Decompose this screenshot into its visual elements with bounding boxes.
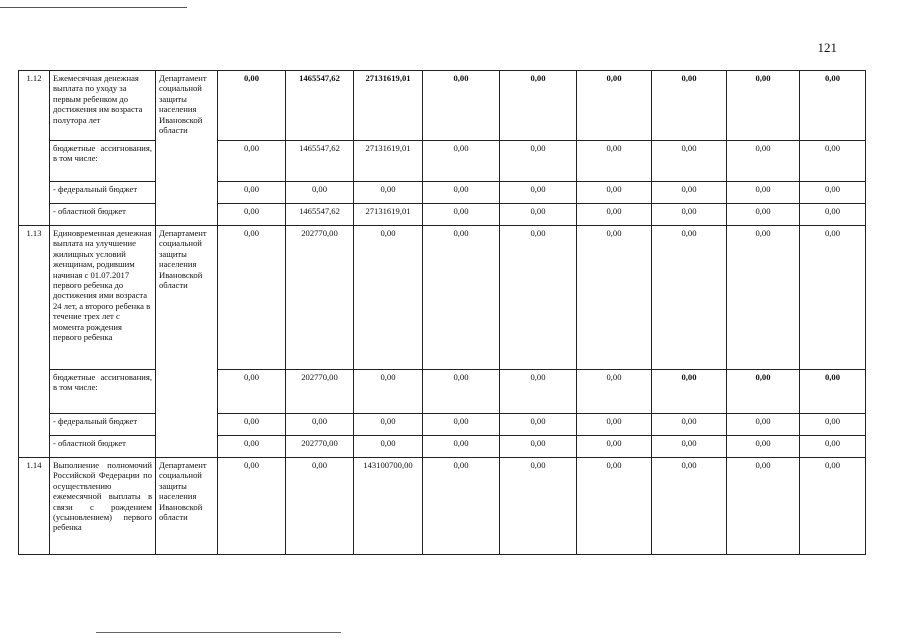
- value-cell: 0,00: [727, 141, 800, 182]
- value-cell: 0,00: [577, 458, 652, 555]
- value-cell: 0,00: [577, 141, 652, 182]
- top-rule: [0, 7, 187, 8]
- value-cell: 0,00: [354, 436, 423, 458]
- value-cell: 0,00: [218, 71, 286, 141]
- table-row: [19, 370, 866, 414]
- value-cell: 0,00: [500, 141, 577, 182]
- value-cell: 0,00: [218, 204, 286, 226]
- table-row: [19, 71, 866, 141]
- budget-line-label: бюджетные ассигнования, в том числе:: [50, 141, 156, 182]
- value-cell: 0,00: [800, 436, 866, 458]
- department: Департамент социальной защиты населения Ивановской области: [156, 71, 218, 226]
- budget-line-label: - областной бюджет: [50, 204, 156, 226]
- value-cell: 0,00: [218, 458, 286, 555]
- value-cell: 0,00: [218, 141, 286, 182]
- value-cell: 0,00: [800, 370, 866, 414]
- table-row: [19, 436, 866, 458]
- value-cell: 0,00: [652, 141, 727, 182]
- value-cell: 202770,00: [286, 226, 354, 370]
- value-cell: 0,00: [727, 436, 800, 458]
- value-cell: 0,00: [577, 71, 652, 141]
- value-cell: 27131619,01: [354, 204, 423, 226]
- value-cell: 0,00: [354, 370, 423, 414]
- page-number: 121: [817, 40, 837, 55]
- value-cell: 0,00: [652, 182, 727, 204]
- bottom-rule: [96, 632, 341, 633]
- row-number: 1.14: [19, 458, 50, 555]
- value-cell: 0,00: [286, 458, 354, 555]
- value-cell: 0,00: [423, 414, 500, 436]
- value-cell: 0,00: [423, 182, 500, 204]
- measure-description: Единовременная денежная выплата на улучшение жилищных условий женщинам, родившим начиная с 01.07.2017 первого ребенка до достижения ими возраста 24 лет, а второго ребенка в течение трех лет с момента рождения первого ребенка: [50, 226, 156, 370]
- value-cell: 0,00: [218, 370, 286, 414]
- value-cell: 0,00: [500, 436, 577, 458]
- value-cell: 0,00: [500, 414, 577, 436]
- measure-description: Ежемесячная денежная выплата по уходу за первым ребенком до достижения им возраста полутора лет: [50, 71, 156, 141]
- value-cell: 0,00: [354, 414, 423, 436]
- value-cell: 0,00: [286, 414, 354, 436]
- value-cell: 1465547,62: [286, 141, 354, 182]
- value-cell: 202770,00: [286, 370, 354, 414]
- value-cell: 0,00: [354, 182, 423, 204]
- value-cell: 1465547,62: [286, 204, 354, 226]
- value-cell: 0,00: [727, 458, 800, 555]
- table-row: [19, 226, 866, 370]
- value-cell: 0,00: [423, 226, 500, 370]
- value-cell: 0,00: [423, 458, 500, 555]
- budget-table: [18, 70, 866, 555]
- table-row: [19, 204, 866, 226]
- table-row: [19, 458, 866, 555]
- value-cell: 0,00: [423, 204, 500, 226]
- value-cell: 0,00: [652, 414, 727, 436]
- value-cell: 0,00: [652, 458, 727, 555]
- value-cell: 0,00: [354, 226, 423, 370]
- budget-line-label: - федеральный бюджет: [50, 182, 156, 204]
- value-cell: 0,00: [218, 414, 286, 436]
- value-cell: 0,00: [800, 71, 866, 141]
- value-cell: 0,00: [577, 370, 652, 414]
- value-cell: 0,00: [577, 436, 652, 458]
- table-row: [19, 414, 866, 436]
- value-cell: 0,00: [218, 436, 286, 458]
- value-cell: 0,00: [800, 226, 866, 370]
- value-cell: 0,00: [727, 226, 800, 370]
- value-cell: 0,00: [577, 226, 652, 370]
- value-cell: 0,00: [500, 71, 577, 141]
- value-cell: 0,00: [577, 414, 652, 436]
- measure-description: Выполнение полномочий Российской Федерации по осуществлению ежемесячной выплаты в связи с рождением (усыновлением) первого ребенка: [50, 458, 156, 555]
- value-cell: 0,00: [800, 182, 866, 204]
- table-row: [19, 141, 866, 182]
- value-cell: 0,00: [577, 204, 652, 226]
- value-cell: 27131619,01: [354, 71, 423, 141]
- value-cell: 202770,00: [286, 436, 354, 458]
- value-cell: 0,00: [286, 182, 354, 204]
- value-cell: 0,00: [500, 182, 577, 204]
- value-cell: 0,00: [727, 182, 800, 204]
- value-cell: 0,00: [500, 458, 577, 555]
- value-cell: 0,00: [727, 204, 800, 226]
- value-cell: 0,00: [652, 204, 727, 226]
- value-cell: 0,00: [423, 370, 500, 414]
- value-cell: 0,00: [652, 370, 727, 414]
- value-cell: 0,00: [423, 436, 500, 458]
- budget-line-label: - федеральный бюджет: [50, 414, 156, 436]
- value-cell: 0,00: [727, 71, 800, 141]
- value-cell: 0,00: [652, 71, 727, 141]
- value-cell: 27131619,01: [354, 141, 423, 182]
- value-cell: 1465547,62: [286, 71, 354, 141]
- value-cell: 0,00: [577, 182, 652, 204]
- row-number: 1.12: [19, 71, 50, 226]
- value-cell: 0,00: [423, 141, 500, 182]
- value-cell: 0,00: [218, 226, 286, 370]
- value-cell: 0,00: [800, 141, 866, 182]
- value-cell: 0,00: [218, 182, 286, 204]
- value-cell: 0,00: [800, 458, 866, 555]
- value-cell: 143100700,00: [354, 458, 423, 555]
- value-cell: 0,00: [500, 226, 577, 370]
- value-cell: 0,00: [652, 226, 727, 370]
- value-cell: 0,00: [800, 204, 866, 226]
- value-cell: 0,00: [727, 414, 800, 436]
- value-cell: 0,00: [800, 414, 866, 436]
- department: Департамент социальной защиты населения Ивановской области: [156, 226, 218, 458]
- department: Департамент социальной защиты населения Ивановской области: [156, 458, 218, 555]
- value-cell: 0,00: [500, 370, 577, 414]
- value-cell: 0,00: [500, 204, 577, 226]
- budget-line-label: - областной бюджет: [50, 436, 156, 458]
- row-number: 1.13: [19, 226, 50, 458]
- value-cell: 0,00: [423, 71, 500, 141]
- table-row: [19, 182, 866, 204]
- value-cell: 0,00: [727, 370, 800, 414]
- value-cell: 0,00: [652, 436, 727, 458]
- budget-line-label: бюджетные ассигнования, в том числе:: [50, 370, 156, 414]
